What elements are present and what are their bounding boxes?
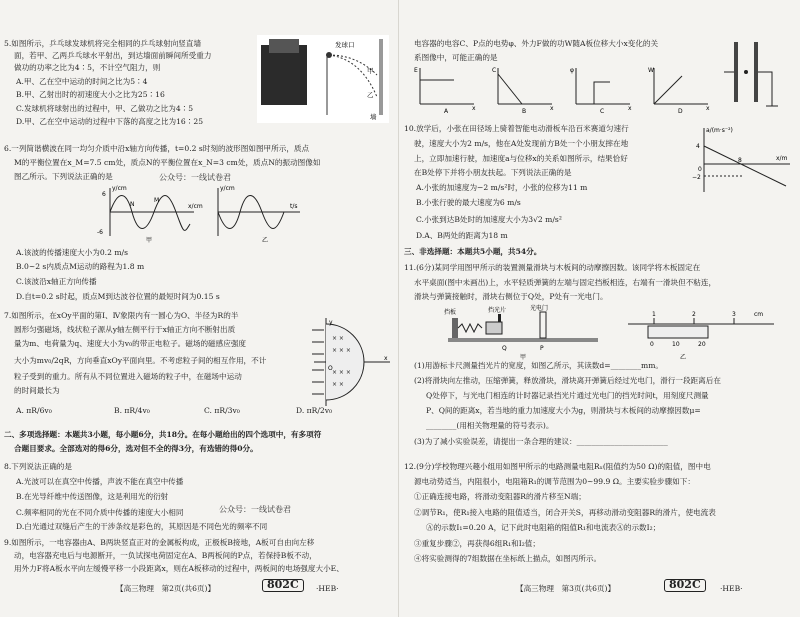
graph-b-ylabel: C bbox=[492, 67, 497, 74]
q9-stem: 9.如图所示，一电容器由A、B两块竖直正对的金属板构成，正极板B接地，A板可自由向左移 bbox=[4, 538, 315, 547]
page-footer: 【高三物理 第3页(共6页)】 bbox=[516, 584, 616, 593]
q7-stem: 粒子受到的重力。所有从不同位置进入磁场的粒子中，在磁场中运动 bbox=[14, 372, 242, 381]
label-stop-plate: 挡板 bbox=[444, 309, 457, 316]
label-jia: 甲 bbox=[367, 67, 374, 75]
label-yi: 乙 bbox=[367, 91, 374, 99]
graph-d-caption: D bbox=[678, 108, 683, 114]
label-shield: 挡光片 bbox=[488, 307, 507, 314]
q11-stem: 滑块与弹簧接触时，滑块右侧位于Q处，P处有一光电门。 bbox=[414, 292, 608, 301]
tick-neg2: −2 bbox=[692, 174, 701, 181]
q11-part1: (1)用游标卡尺测量挡光片的宽度，如图乙所示，其读数d=________mm。 bbox=[414, 361, 664, 370]
label-y2: y/cm bbox=[220, 185, 235, 192]
tick-0: 0 bbox=[698, 166, 702, 173]
label-q: Q bbox=[502, 345, 507, 352]
label-a: a/(m·s⁻²) bbox=[706, 127, 733, 134]
a-x-line bbox=[704, 146, 786, 186]
label-x: x/cm bbox=[188, 203, 203, 210]
vernier-yi bbox=[628, 311, 774, 360]
q10-option-c: C.小张到达B处时的加速度大小为3√2 m/s² bbox=[416, 215, 562, 224]
q11-part2: P、Q间的距离x，若当地的重力加速度大小为g，则滑块与木板间的动摩擦因数μ= bbox=[426, 406, 701, 415]
apparatus-jia bbox=[444, 304, 598, 360]
q12-step: ④将实验测得的7组数据在坐标纸上描点，如图丙所示。 bbox=[414, 554, 602, 563]
graph-c-caption: C bbox=[600, 108, 605, 114]
q7-option-d: D. πR/2v₀ bbox=[296, 406, 333, 415]
q7-stem: 7.如图所示，在xOy平面的第Ⅰ、Ⅳ象限内有一圆心为O、半径为R的半 bbox=[4, 311, 239, 320]
q6-option-a: A.该波的传播速度大小为0.2 m/s bbox=[16, 248, 128, 257]
tick-4: 4 bbox=[696, 143, 700, 150]
label-m: M bbox=[154, 197, 160, 204]
ball-launcher-photo bbox=[261, 45, 307, 105]
graph-d-ylabel: W bbox=[648, 67, 654, 74]
q10-option-d: D.A、B两处的距离为18 m bbox=[416, 231, 508, 240]
photogate bbox=[540, 312, 546, 338]
q7-option-a: A. πR/6v₀ bbox=[16, 406, 52, 415]
label-o: O bbox=[328, 365, 333, 372]
right-page bbox=[404, 0, 796, 617]
launcher-head bbox=[269, 39, 299, 53]
svg-text:× × ×: × × × bbox=[332, 369, 351, 376]
exam-code: 802C bbox=[262, 579, 304, 592]
q11-stem: 水平桌面(图中未画出)上，水平轻质弹簧的左端与固定挡板相连，右端有一滑块但不粘连， bbox=[414, 278, 717, 287]
section-2-heading: 二、多项选择题：本题共3小题，每小题6分，共18分。在每小题给出的四个选项中，有多项符 bbox=[4, 430, 322, 439]
vernier-scale bbox=[648, 326, 708, 338]
vtick-10: 10 bbox=[672, 341, 680, 348]
plate-b bbox=[754, 42, 758, 102]
graph-d bbox=[648, 67, 710, 114]
q11-part3: (3)为了减小实验误差，请提出一条合理的建议：________________________ bbox=[414, 437, 668, 446]
q10-stem: 10.放学后，小张在田径场上骑着智能电动滑板车沿百米赛道匀速行 bbox=[404, 124, 629, 133]
exam-tag: ·HEB· bbox=[316, 584, 339, 593]
q6-option-b: B.0~2 s内质点M运动的路程为1.8 m bbox=[16, 262, 145, 271]
q7-option-b: B. πR/4v₀ bbox=[114, 406, 150, 415]
ground-wire bbox=[758, 72, 772, 106]
label-x: x/m bbox=[776, 155, 788, 162]
q11-figure bbox=[444, 304, 774, 360]
q9-stem: 动，电容器充电后与电源断开，一负试探电荷固定在A、B两板间的P点，若保持B板不动， bbox=[14, 551, 317, 560]
q7-stem: 的时间最长为 bbox=[14, 386, 60, 395]
vibration-graph-yi bbox=[218, 185, 300, 244]
q9-continued: 系图像中，可能正确的是 bbox=[414, 53, 498, 62]
q5-figure bbox=[257, 35, 389, 123]
q8-option-b: B.在光导纤维中传送图像，这是利用光的衍射 bbox=[16, 492, 169, 501]
q12-step: ③重复步骤②，再获得6组R₁和I₂值； bbox=[414, 539, 540, 548]
spring bbox=[458, 324, 482, 332]
graph-b-caption: B bbox=[522, 108, 527, 114]
q7-stem: 量为m、电荷量为q、速度大小为v₀的带正电粒子。磁场的磁感应强度 bbox=[14, 339, 247, 348]
graph-d-xlabel: x bbox=[706, 105, 710, 112]
vtick-0: 0 bbox=[650, 341, 654, 348]
section-2-heading: 合题目要求。全部选对的得6分，选对但不全的得3分，有选错的得0分。 bbox=[14, 444, 258, 453]
slider-block bbox=[486, 322, 502, 334]
label-cm: cm bbox=[754, 311, 764, 318]
q7-stem: 圆形匀强磁场，线状粒子源从y轴左侧平行于x轴正方向不断射出质 bbox=[14, 325, 236, 334]
wave-curve bbox=[110, 196, 190, 231]
q7-figure bbox=[310, 316, 392, 408]
q10-stem: 上，立即加速行驶，加速度a与位移x的关系如图所示，结果恰好 bbox=[414, 154, 628, 163]
graph-c-xlabel: x bbox=[628, 105, 632, 112]
q12-stem: 源电动势适当，内阻很小，电阻箱R₁的调节范围为0~99.9 Ω。主要实验步骤如下： bbox=[414, 477, 695, 486]
q6-option-d: D.自t=0.2 s时起，质点M到达波谷位置的最短时间为0.15 s bbox=[16, 292, 220, 301]
q10-stem: 驶，速度大小为2 m/s，他在A处发现前方B处一个小朋友摔在地 bbox=[414, 139, 629, 148]
q6-option-c: C.该波沿x轴正方向传播 bbox=[16, 277, 97, 286]
q9-option-graphs bbox=[414, 64, 710, 114]
caption-yi: 乙 bbox=[680, 354, 687, 360]
q5-option-d: D.甲、乙在空中运动的过程中下落的高度之比为16∶25 bbox=[16, 117, 204, 126]
tick-8: 8 bbox=[738, 157, 742, 164]
q5-stem: 面，若甲、乙两乒乓球水平射出，到达墙面前瞬间所受重力 bbox=[14, 51, 212, 60]
tick-1: 1 bbox=[652, 311, 656, 318]
page-footer: 【高三物理 第2页(共6页)】 bbox=[116, 584, 216, 593]
label-y: y bbox=[329, 319, 333, 326]
q11-stem: 11.(6分)某同学用图甲所示的装置测量滑块与木板间的动摩擦因数。该同学将木板固定在 bbox=[404, 263, 701, 272]
wave-graph-jia bbox=[97, 185, 203, 244]
graph-a-xlabel: x bbox=[472, 105, 476, 112]
q12-step: Ⓐ的示数I₁=0.20 A，记下此时电阻箱的阻值R₁和电流表Ⓐ的示数I₂； bbox=[426, 523, 661, 532]
label-wall: 墙 bbox=[370, 113, 377, 121]
label-n: N bbox=[130, 201, 135, 208]
svg-text:× ×: × × bbox=[332, 381, 344, 388]
q5-stem: 做功的功率之比为4∶5，不计空气阻力，则 bbox=[14, 63, 161, 72]
q12-step: ①正确连接电路，将滑动变阻器R的滑片移至N端； bbox=[414, 492, 586, 501]
graph-b-xlabel: x bbox=[550, 105, 554, 112]
graph-c-ylabel: φ bbox=[570, 67, 574, 74]
label-x: x bbox=[384, 355, 388, 362]
svg-text:× × ×: × × × bbox=[332, 347, 351, 354]
q5-option-a: A.甲、乙在空中运动的时间之比为5∶4 bbox=[16, 77, 148, 86]
q8-option-d: D.白光通过双缝后产生的干涉条纹是彩色的，其原因是不同色光的频率不同 bbox=[16, 522, 268, 531]
vtick-20: 20 bbox=[698, 341, 706, 348]
q11-part2: ________(用相关物理量的符号表示)。 bbox=[426, 421, 554, 430]
q6-stem: M的平衡位置在x_M=7.5 cm处，质点N的平衡位置在x_N=3 cm处，质点N的振动图像如 bbox=[14, 158, 321, 167]
caption-yi: 乙 bbox=[262, 237, 269, 244]
tick-2: 2 bbox=[692, 311, 696, 318]
q10-stem: 在B处停下并将小朋友扶起。下列说法正确的是 bbox=[414, 168, 572, 177]
q7-stem: 大小为mv₀/2qR，方向垂直xOy平面向里。不考虑粒子间的相互作用，不计 bbox=[14, 356, 267, 365]
caption-jia: 甲 bbox=[520, 354, 527, 360]
label-y: y/cm bbox=[112, 185, 127, 192]
q12-stem: 12.(9分)学校物理兴趣小组用如图甲所示的电路测量电阻Rₓ(阻值约为50 Ω)的阻值，图中电 bbox=[404, 462, 711, 471]
graph-a bbox=[414, 67, 476, 114]
wall-shape bbox=[379, 39, 383, 115]
q9-stem: 用外力F将A板水平向左缓慢平移一小段距离x，则在A板移动的过程中，两板间的电场强度大小E、 bbox=[14, 564, 344, 573]
q11-part2: Q处停下，与光电门相连的计时器记录挡光片通过光电门的挡光时间t，用刻度尺测量 bbox=[426, 391, 709, 400]
point-p bbox=[744, 70, 748, 74]
q6-stem: 图乙所示。下列说法正确的是 bbox=[14, 172, 113, 181]
q10-figure bbox=[690, 124, 794, 194]
label-photogate: 光电门 bbox=[530, 305, 549, 312]
graph-c bbox=[570, 67, 632, 114]
q6-stem: 6.一列简谐横波在同一均匀介质中沿x轴方向传播，t=0.2 s时刻的波形图如图甲所示，质点 bbox=[4, 144, 310, 153]
label-t: t/s bbox=[290, 203, 298, 210]
stop-plate bbox=[452, 318, 458, 338]
graph-a-ylabel: E bbox=[414, 67, 418, 74]
plate-a bbox=[734, 42, 738, 102]
tick-3: 3 bbox=[732, 311, 736, 318]
q10-option-a: A.小张的加速度为−2 m/s²时，小张的位移为11 m bbox=[416, 183, 588, 192]
q9-capacitor-figure bbox=[722, 36, 792, 114]
section-3-heading: 三、非选择题：本题共5小题，共54分。 bbox=[404, 247, 542, 256]
label-launch-port: 发球口 bbox=[335, 41, 355, 49]
left-page bbox=[4, 0, 396, 617]
q8-stem: 8.下列说法正确的是 bbox=[4, 462, 72, 471]
caption-jia: 甲 bbox=[146, 237, 153, 244]
q8-option-a: A.光波可以在真空中传播，声波不能在真空中传播 bbox=[16, 477, 184, 486]
q10-option-b: B.小张行驶的最大速度为6 m/s bbox=[416, 198, 521, 207]
light-shield bbox=[498, 314, 501, 322]
board bbox=[448, 338, 598, 342]
graph-a-caption: A bbox=[444, 108, 449, 114]
amp-label: 6 bbox=[102, 191, 106, 198]
watermark: 公众号：一线试卷君 bbox=[219, 505, 291, 514]
exam-code: 802C bbox=[664, 579, 706, 592]
q11-part2: (2)将滑块向左推动，压缩弹簧，释放滑块，滑块离开弹簧后经过光电门，滑行一段距离后在 bbox=[414, 376, 721, 385]
exam-tag: ·HEB· bbox=[720, 584, 743, 593]
q5-option-b: B.甲、乙射出时的初速度大小之比为25∶16 bbox=[16, 90, 165, 99]
amp-neg-label: -6 bbox=[97, 229, 103, 236]
q8-option-c: C.频率相同的光在不同介质中传播的速度大小相同 bbox=[16, 508, 184, 517]
q9-continued: 电容器的电容C、P点的电势φ、外力F做的功W随A板位移大小x变化的关 bbox=[414, 39, 659, 48]
label-p: P bbox=[540, 345, 544, 352]
q12-step: ②调节R₁，使R₁接入电路的阻值适当，闭合开关S，再移动滑动变阻器R的滑片，使电流表 bbox=[414, 508, 716, 517]
page-gutter bbox=[398, 0, 399, 617]
q5-option-c: C.发球机将球射出的过程中，甲、乙做功之比为4∶5 bbox=[16, 104, 194, 113]
q5-stem: 5.如图所示，乒乓球发球机将完全相同的乒乓球射向竖直墙 bbox=[4, 39, 202, 48]
watermark: 公众号：一线试卷君 bbox=[159, 173, 231, 182]
graph-b bbox=[492, 67, 554, 114]
svg-text:× ×: × × bbox=[332, 335, 344, 342]
q7-option-c: C. πR/3v₀ bbox=[204, 406, 240, 415]
q6-figure bbox=[94, 184, 304, 244]
